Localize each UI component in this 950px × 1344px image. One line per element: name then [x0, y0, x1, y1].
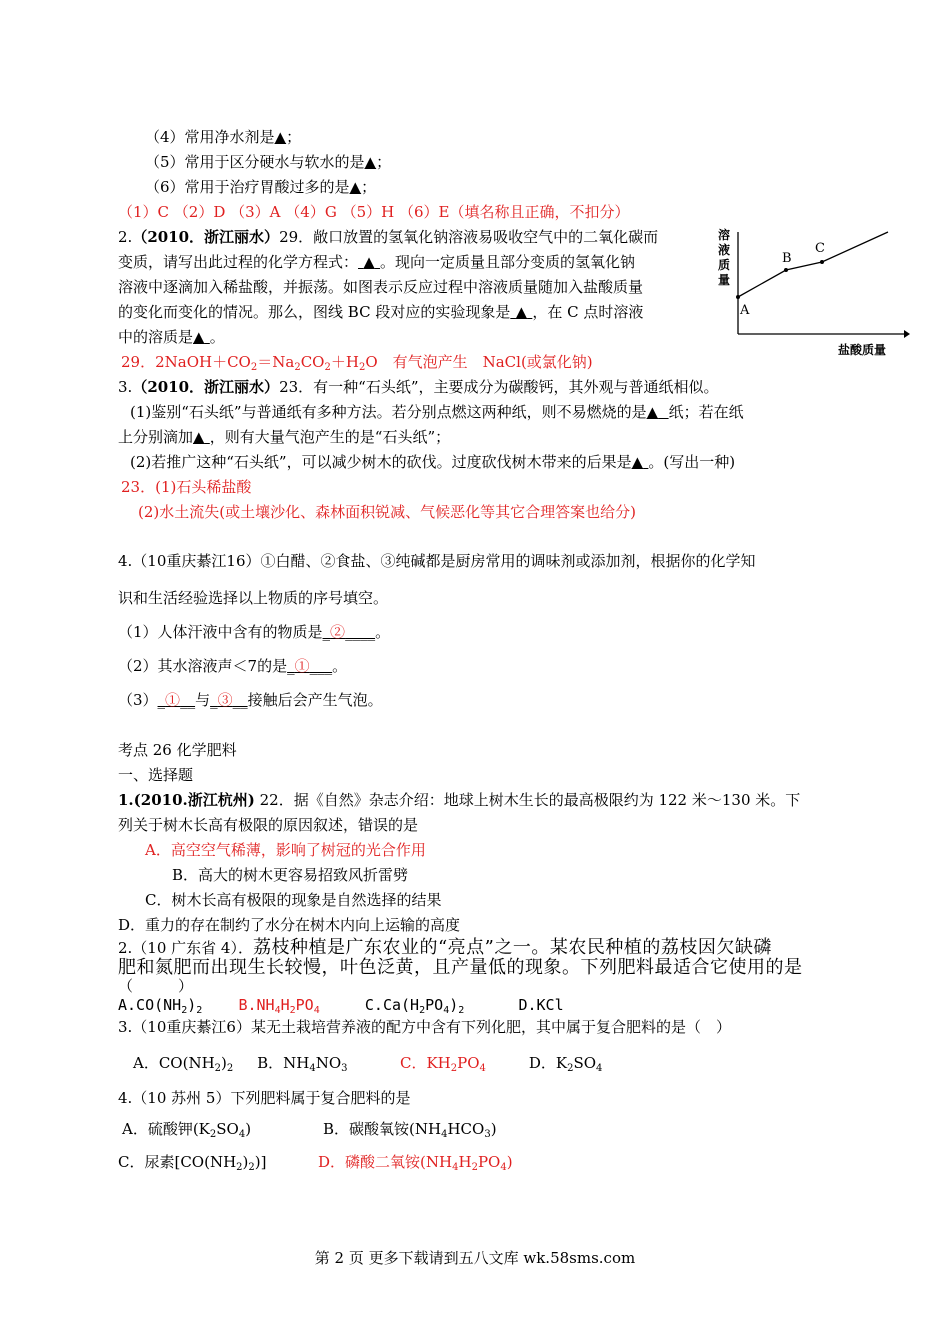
- p2-line3: （ ）: [118, 977, 194, 995]
- p3-line1: 3.（10重庆綦江6）某无土栽培营养液的配方中含有下列化肥，其中属于复合肥料的是（ ）: [118, 1018, 731, 1036]
- p1-option-c: C．树木长高有极限的现象是自然选择的结果: [145, 891, 442, 909]
- s4-q3: （3）_①__与_③__接触后会产生气泡。: [118, 691, 383, 709]
- p4-option-d: D．磷酸二氧铵$(NH_4H_2PO_4)$: [318, 1153, 513, 1173]
- s3-line3: 上分别滴加▲ ，则有大量气泡产生的是“石头纸”；: [118, 428, 451, 446]
- s2-line4: 的变化而变化的情况。那么，图线 BC 段对应的实验现象是 ▲ ，在 C 点时溶液: [118, 303, 644, 321]
- p4-option-b: B．碳酸氧铵$(NH_4HCO_3)$: [323, 1120, 497, 1140]
- s2-line5: 中的溶质是▲ 。: [118, 328, 225, 346]
- s2-line3: 溶液中逐滴加入稀盐酸，并振荡。如图表示反应过程中溶液质量随加入盐酸质量: [118, 278, 644, 296]
- p4-option-a: A．硫酸钾$(K_2SO_4)$: [122, 1120, 252, 1140]
- label-c: C: [815, 241, 825, 256]
- q5-line: （5）常用于区分硬水与软水的是▲；: [145, 153, 392, 171]
- q6-line: （6）常用于治疗胃酸过多的是▲；: [145, 178, 377, 196]
- s4-line1: 4.（10重庆綦江16）①白醋、②食盐、③纯碱都是厨房常用的调味剂或添加剂，根据你的化学知: [118, 552, 756, 570]
- s3-line2: (1)鉴别“石头纸”与普通纸有多种方法。若分别点燃这两种纸，则不易燃烧的是▲ 纸；若在纸: [130, 403, 744, 421]
- section-title: 一、选择题: [118, 766, 194, 784]
- p2-line1: 2.（10 广东省 4）．荔枝种植是广东农业的“亮点”之一。某农民种植的荔枝因欠缺磷: [118, 937, 772, 958]
- solution-mass-graph: [712, 222, 912, 362]
- ylabel-1: 溶: [718, 228, 731, 242]
- kaodian-title: 考点 26 化学肥料: [118, 741, 237, 759]
- x-axis-arrow: [904, 330, 910, 338]
- ylabel-2: 液: [718, 243, 731, 257]
- s2-line1: 2.（2010．浙江丽水）29．敞口放置的氢氧化钠溶液易吸收空气中的二氧化碳而: [118, 228, 659, 246]
- p2-options: $A.CO(NH_2)_2$ $B.NH_4H_2PO_4$ $C.Ca(H_2PO_4)_2$ D.KCl: [118, 996, 564, 1016]
- p4-option-c: C．尿素$[CO(NH_2)_2)$]: [118, 1153, 267, 1173]
- point-c: [820, 260, 824, 264]
- ylabel-4: 量: [718, 273, 731, 287]
- point-b: [784, 268, 788, 272]
- point-a: [736, 295, 740, 299]
- ylabel-3: 质: [718, 258, 731, 272]
- p1-option-d: D．重力的存在制约了水分在树木内向上运输的高度: [118, 916, 461, 934]
- p1-option-b: B．高大的树木更容易招致风折雷劈: [172, 866, 409, 884]
- p1-option-a: A．高空空气稀薄，影响了树冠的光合作用: [145, 841, 426, 859]
- s4-q2: （2）其水溶液声＜7的是_①___。: [118, 657, 348, 675]
- s4-q1: （1）人体汗液中含有的物质是_②____。: [118, 623, 391, 641]
- p3-options: A．$CO(NH_2)_2$ B．$NH_4NO_3$ C．$KH_2PO_4$ D．$K_2SO_4$: [133, 1054, 603, 1074]
- s4-line2: 识和生活经验选择以上物质的序号填空。: [118, 589, 389, 607]
- p2-line2: 肥和氮肥而出现生长较慢，叶色泛黄，且产量低的现象。下列肥料最适合它使用的是: [118, 957, 803, 978]
- s1-answer: （1）C （2）D （3）A （4）G （5）H （6）E（填名称且正确，不扣分）: [118, 203, 630, 221]
- label-a: A: [740, 303, 750, 318]
- s3-answer2: (2)水土流失(或土壤沙化、森林面积锐减、气候恶化等其它合理答案也给分): [138, 503, 636, 521]
- s2-line2: 变质，请写出此过程的化学方程式： ▲ 。现向一定质量且部分变质的氢氧化钠: [118, 253, 636, 271]
- p1-line1: 1.(2010.浙江杭州) 22．据《自然》杂志介绍：地球上树木生长的最高极限约为 122 米～130 米。下: [118, 791, 801, 809]
- s3-answer1: 23．(1)石头稀盐酸: [121, 478, 252, 496]
- s3-line4: (2)若推广这种“石头纸”，可以减少树木的砍伐。过度砍伐树木带来的后果是▲ 。(写出一种): [130, 453, 736, 471]
- xlabel: 盐酸质量: [838, 343, 887, 357]
- page-footer: 第 2 页 更多下载请到五八文库 wk.58sms.com: [314, 1249, 636, 1267]
- p4-line1: 4.（10 苏州 5）下列肥料属于复合肥料的是: [118, 1089, 411, 1107]
- s3-line1: 3.（2010．浙江丽水）23．有一种“石头纸”，主要成分为碳酸钙，其外观与普通纸相似。: [118, 378, 719, 396]
- p1-line2: 列关于树木长高有极限的原因叙述，错误的是: [118, 816, 419, 834]
- q4-line: （4）常用净水剂是▲；: [145, 128, 302, 146]
- s2-answer: 29．$2NaOH+CO_2=Na_2CO_2+H_2O$ 有气泡产生 NaCl(或氯化钠): [121, 353, 593, 373]
- curve: [738, 232, 888, 297]
- label-b: B: [782, 251, 792, 266]
